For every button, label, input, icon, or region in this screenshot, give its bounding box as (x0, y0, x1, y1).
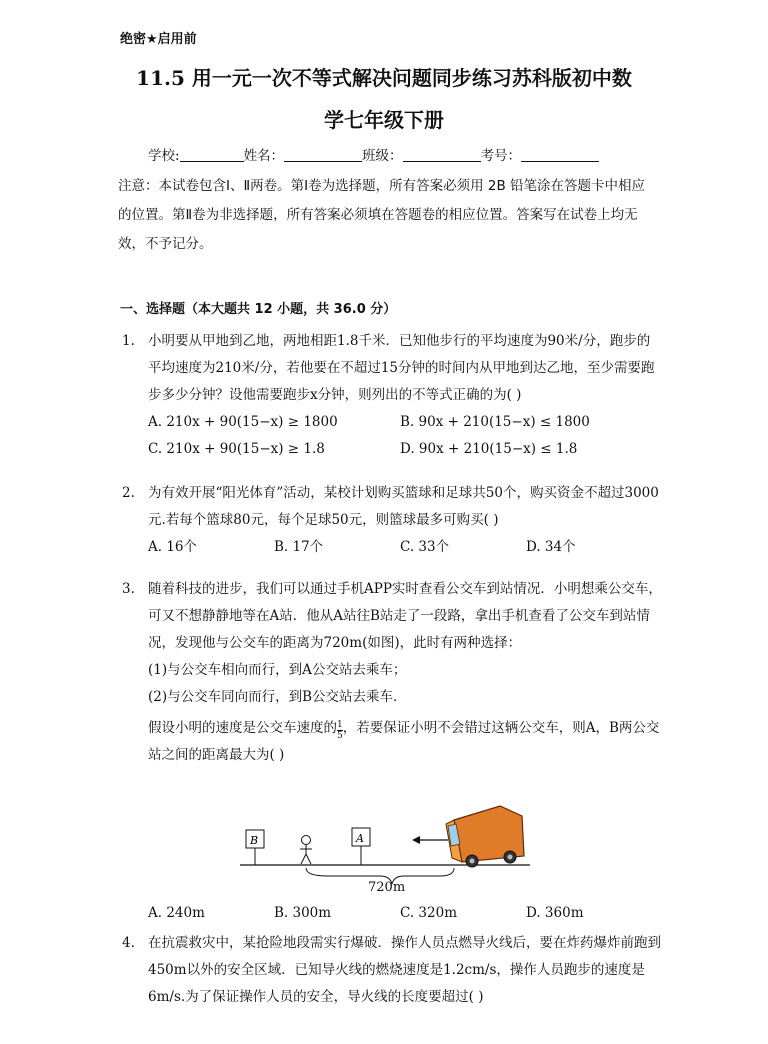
bus-icon (446, 800, 524, 867)
question-number: 4. (122, 935, 135, 951)
question-text-2: 假设小明的速度是公交车速度的 (148, 720, 337, 736)
question-1 (122, 328, 662, 463)
question-2 (122, 480, 662, 561)
option-b: B. 17个 (274, 539, 324, 555)
school-blank (180, 147, 244, 162)
option-a: A. 240m (148, 905, 205, 921)
question-sub-1: (1)与公交车相向而行，到A公交站去乘车； (148, 662, 407, 678)
option-d: D. 90x + 210(15−x) ≤ 1.8 (400, 441, 578, 457)
name-blank (284, 147, 362, 162)
fraction-numerator: 1 (337, 720, 343, 730)
page-title-line1: 11.5 用一元一次不等式解决问题同步练习苏科版初中数 (136, 66, 632, 90)
option-d: D. 34个 (526, 539, 576, 555)
page-title-line2: 学七年级下册 (324, 108, 444, 132)
option-b: B. 90x + 210(15−x) ≤ 1800 (400, 414, 590, 430)
student-info-row (148, 144, 599, 164)
option-c: C. 320m (400, 905, 457, 921)
school-label: 学校: (148, 148, 180, 164)
option-c: C. 210x + 90(15−x) ≥ 1.8 (148, 441, 325, 457)
secret-label: 绝密★启用前 (120, 32, 197, 47)
station-b-label: B (250, 834, 259, 847)
arrow-left-icon (412, 836, 448, 844)
question-text: 随着科技的进步，我们可以通过手机APP实时查看公交车到站情况．小明想乘公交车，可又不想静静地等在A站．他从A站往B站走了一段路，拿出手机查看了公交车到站情况，发现他与公交车的距离为720m(如图)，此时有两种选择： (148, 581, 662, 651)
question-text-3: ，若要保证小明不会错过这辆公交车，则A，B两公交站之间的距离最大为( ) (148, 720, 660, 763)
question-4 (122, 930, 662, 1011)
fraction-denominator: 5 (337, 731, 343, 741)
question-text: 为有效开展“阳光体育”活动，某校计划购买篮球和足球共50个，购买资金不超过3000元.若每个篮球80元，每个足球50元，则篮球最多可购买( ) (148, 485, 659, 528)
question-text: 在抗震救灾中，某抢险地段需实行爆破．操作人员点燃导火线后，要在炸药爆炸前跑到450m以外的安全区域．已知导火线的燃烧速度是1.2cm/s，操作人员跑步的速度是6m/s.为了保证操作人员的安全，导火线的长度要超过( ) (148, 935, 661, 1005)
question-number: 2. (122, 485, 135, 501)
exam-no-label: 考号： (480, 148, 522, 164)
question-3 (122, 576, 662, 769)
class-label: 班级： (362, 148, 403, 164)
station-a-label: A (356, 832, 364, 845)
question-text: 小明要从甲地到乙地，两地相距1.8千米．已知他步行的平均速度为90米/分，跑步的平均速度为210米/分，若他要在不超过15分钟的时间内从甲地到达乙地，至少需要跑步多少分钟？设他需要跑步x分钟，则列出的不等式正确的为( ) (148, 333, 655, 403)
name-label: 姓名： (243, 148, 285, 164)
question-number: 3. (122, 581, 135, 597)
question-3-options (122, 900, 662, 927)
question-number: 1. (122, 333, 135, 349)
option-c: C. 33个 (400, 539, 450, 555)
option-a: A. 16个 (148, 539, 198, 555)
person-icon (300, 836, 312, 865)
option-b: B. 300m (274, 905, 332, 921)
question-sub-2: (2)与公交车同向而行，到B公交站去乘车． (148, 689, 407, 705)
class-blank (403, 147, 481, 162)
distance-label: 720m (368, 880, 406, 895)
notice-text: 注意：本试卷包含Ⅰ、Ⅱ两卷。第Ⅰ卷为选择题，所有答案必须用 2B 铅笔涂在答题卡中相应的位置。第Ⅱ卷为非选择题，所有答案必须填在答题卷的相应位置。答案写在试卷上均无效，不予记分。 (118, 178, 646, 252)
section-title: 一、选择题（本大题共 12 小题，共 36.0 分） (120, 302, 397, 317)
exam-no-blank (521, 147, 599, 162)
option-a: A. 210x + 90(15−x) ≥ 1800 (148, 414, 338, 430)
option-d: D. 360m (526, 905, 584, 921)
